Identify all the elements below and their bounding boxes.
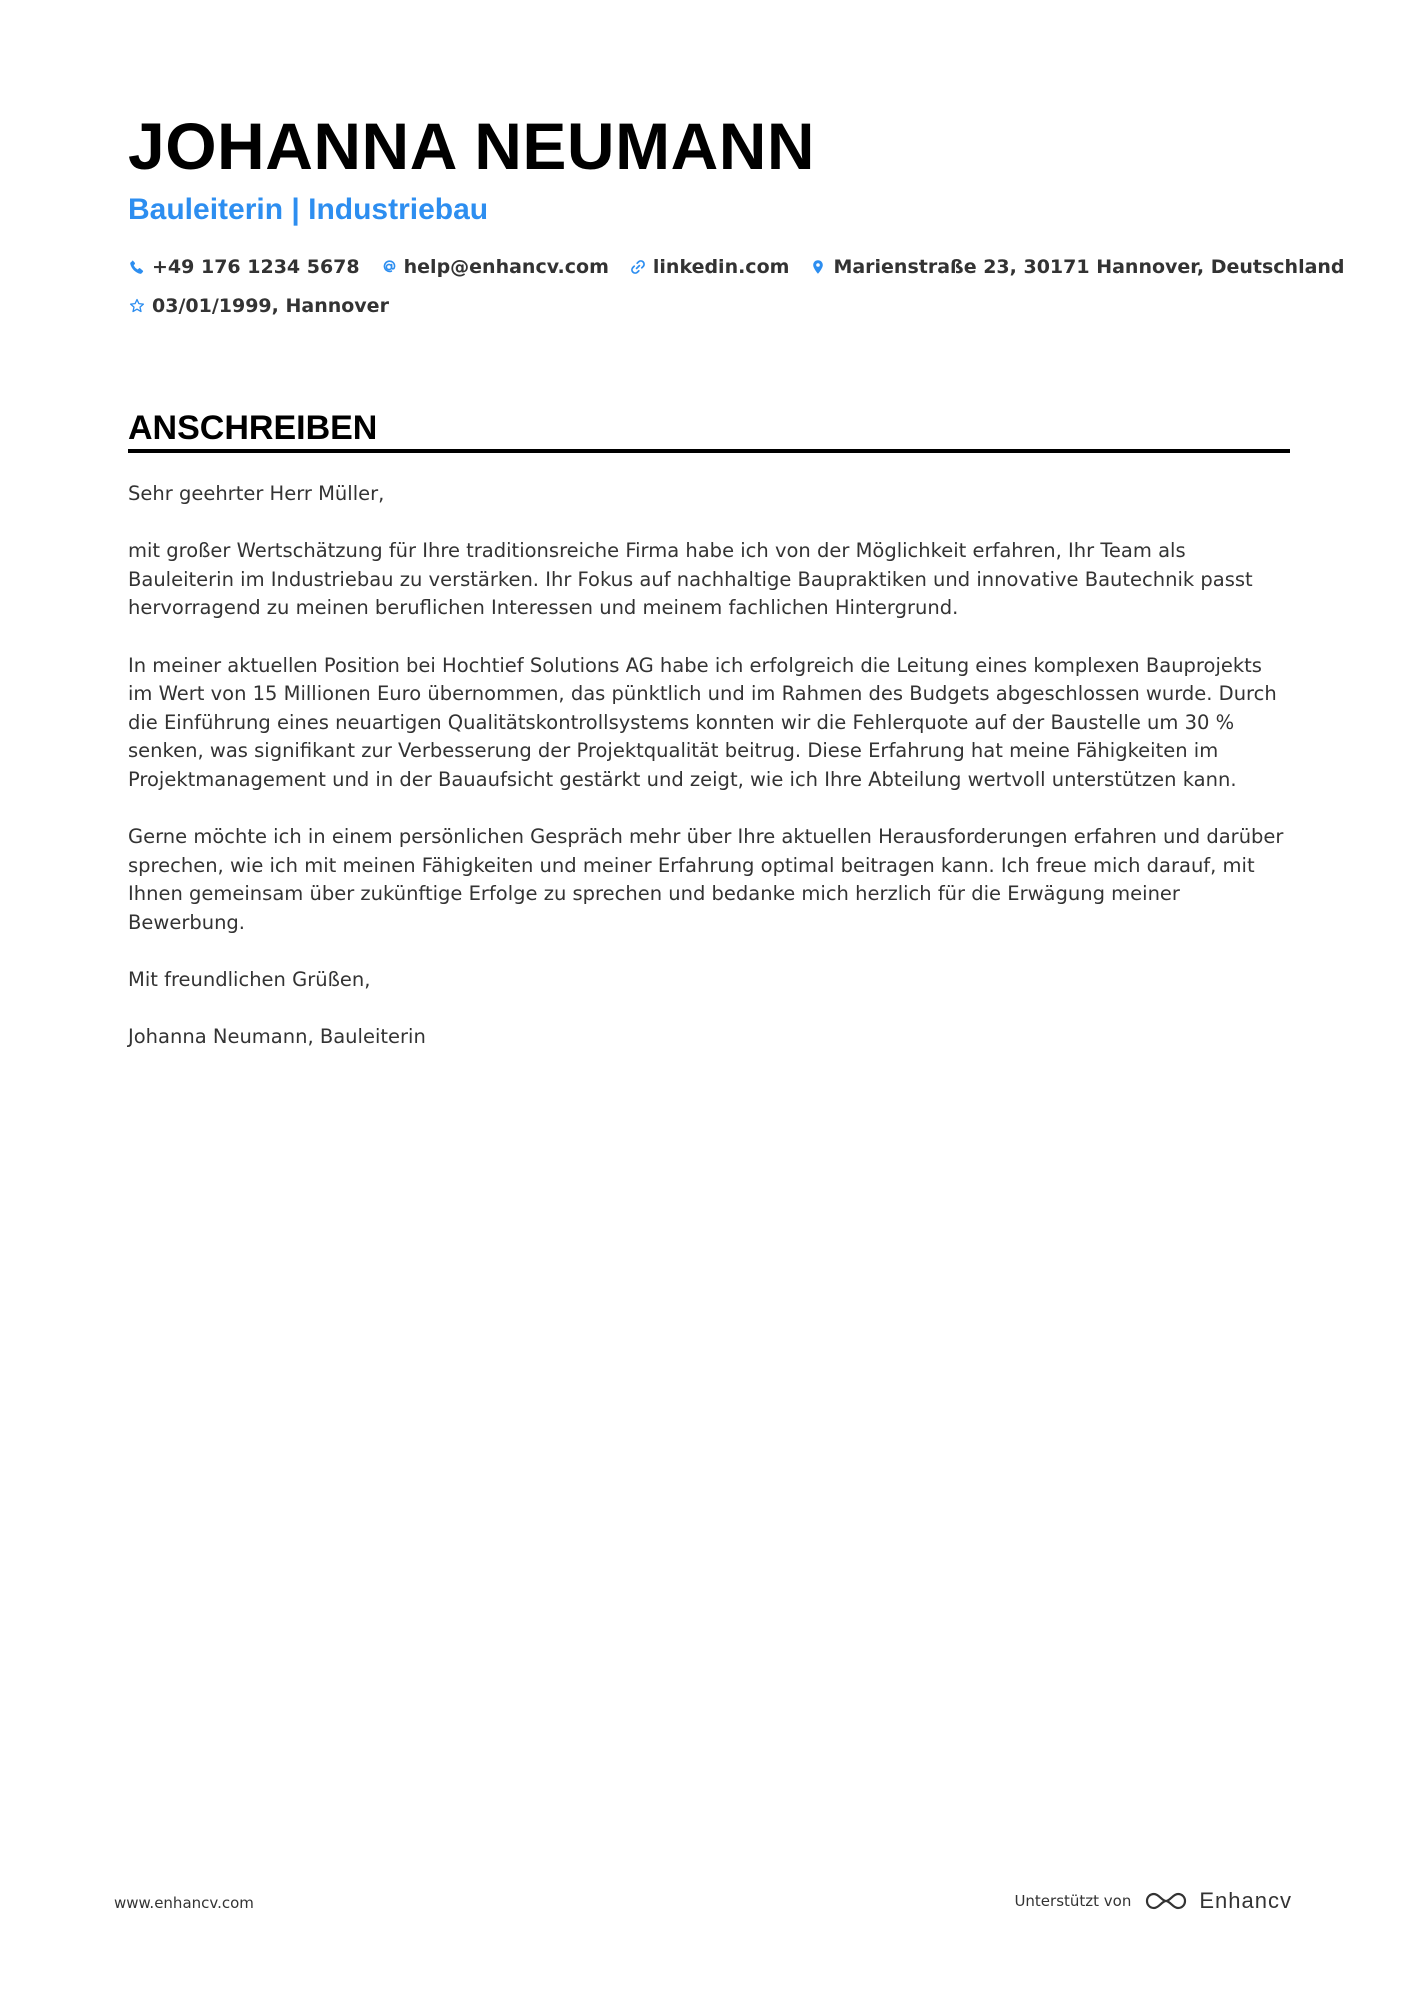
contact-link[interactable] — [629, 256, 790, 278]
letter-paragraph: In meiner aktuellen Position bei Hochtief Solutions AG habe ich erfolgreich die Leitung eines komplexen Bauprojekts im Wert von 15 Millionen Euro übernommen, das pünktlich und im Rahmen des Budgets abgeschlossen wurde. Durch die Einführung eines neuartigen Qualitätskontrollsystems konnten wir die Fehlerquote auf der Baustelle um 30 % senken, was signifikant zur Verbesserung der Projektqualität beitrug. Diese Erfahrung hat meine Fähigkeiten im Projektmanagement und in der Bauaufsicht gestärkt und zeigt, wie ich Ihre Abteilung wertvoll unterstützen kann. — [128, 653, 1277, 791]
contact-row — [128, 254, 1365, 280]
job-title: Bauleiterin | Industriebau — [128, 193, 489, 226]
enhancv-brand: Enhancv — [1199, 1888, 1292, 1913]
section-title: ANSCHREIBEN — [128, 409, 378, 447]
location-pin-icon — [809, 258, 827, 276]
letter-closing: Mit freundlichen Grüßen, — [128, 968, 371, 992]
letter-body — [128, 480, 1290, 1080]
contact-row-2 — [128, 293, 409, 319]
contact-address — [809, 256, 1344, 278]
contact-birth-text: 03/01/1999, Hannover — [152, 295, 389, 317]
powered-by — [1014, 1888, 1292, 1914]
contact-email-text[interactable]: help@enhancv.com — [403, 256, 609, 278]
contact-email[interactable] — [380, 256, 609, 278]
enhancv-logo-icon — [1143, 1888, 1189, 1914]
link-icon — [629, 258, 647, 276]
contact-phone — [128, 256, 360, 278]
section-divider — [128, 449, 1290, 453]
at-icon — [380, 258, 398, 276]
contact-phone-text: +49 176 1234 5678 — [152, 256, 360, 278]
star-icon — [128, 297, 146, 315]
contact-birth — [128, 295, 389, 317]
letter-paragraph: mit großer Wertschätzung für Ihre traditionsreiche Firma habe ich von der Möglichkeit erfahren, Ihr Team als Bauleiterin im Industriebau zu verstärken. Ihr Fokus auf nachhaltige Baupraktiken und innovative Bautechnik passt hervorragend zu meinen beruflichen Interessen und meinem fachlichen Hintergrund. — [128, 539, 1253, 620]
footer-url[interactable]: www.enhancv.com — [114, 1894, 254, 1912]
letter-salutation: Sehr geehrter Herr Müller, — [128, 482, 385, 505]
letter-paragraph: Gerne möchte ich in einem persönlichen Gespräch mehr über Ihre aktuellen Herausforderungen erfahren und darüber sprechen, wie ich mit meinen Fähigkeiten und meiner Erfahrung optimal beitragen kann. Ich freue mich darauf, mit Ihnen gemeinsam über zukünftige Erfolge zu sprechen und bedanke mich herzlich für die Erwägung meiner Bewerbung. — [128, 825, 1284, 934]
contact-link-text[interactable]: linkedin.com — [652, 256, 790, 278]
powered-by-label: Unterstützt von — [1014, 1892, 1132, 1910]
contact-address-text: Marienstraße 23, 30171 Hannover, Deutschland — [833, 256, 1345, 278]
letter-signature: Johanna Neumann, Bauleiterin — [128, 1025, 426, 1049]
candidate-name: JOHANNA NEUMANN — [128, 109, 816, 183]
phone-icon — [128, 258, 146, 276]
